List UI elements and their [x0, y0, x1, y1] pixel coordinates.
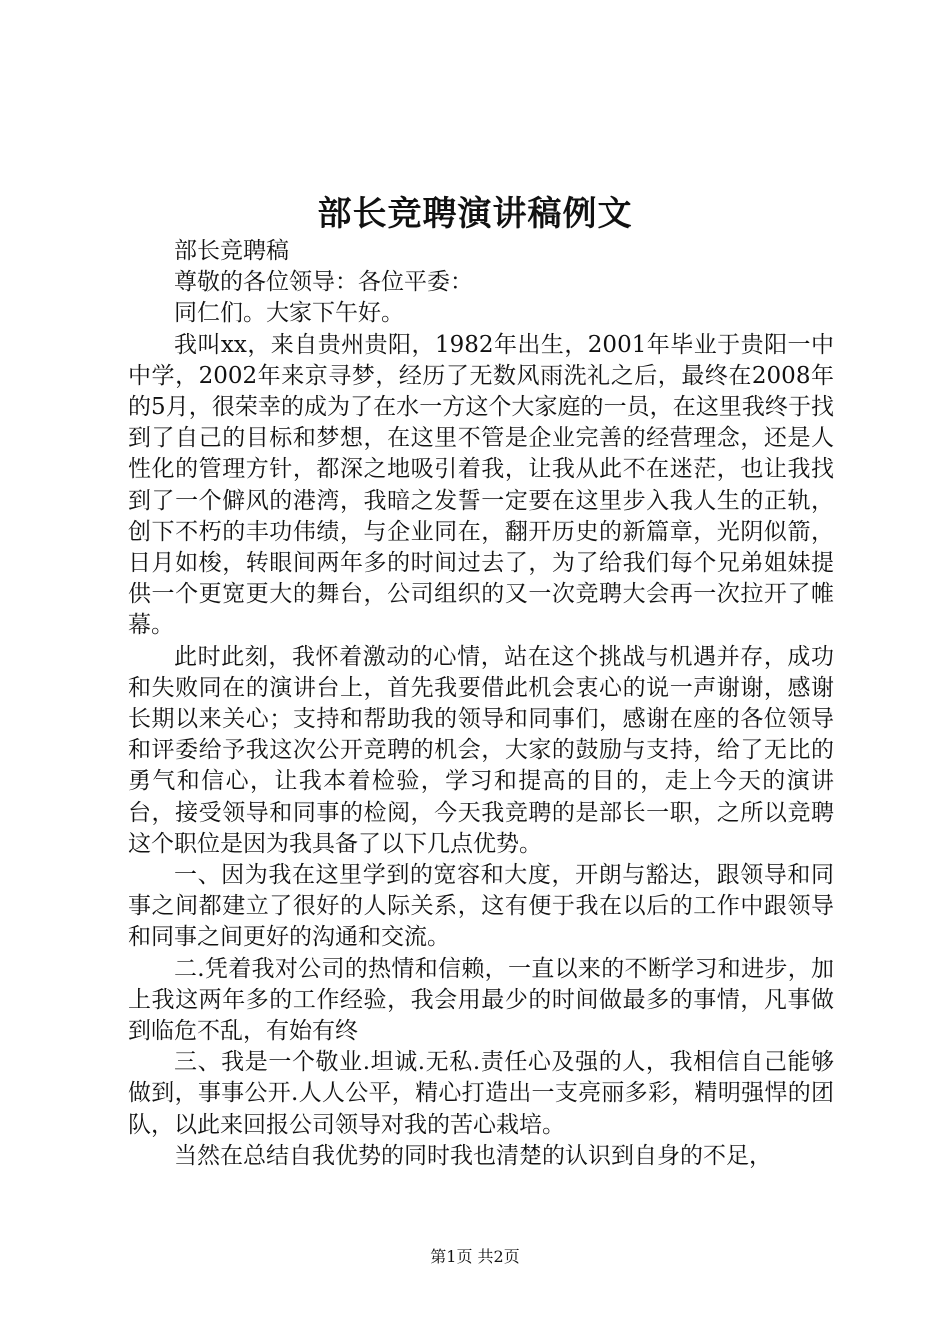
- paragraph-heading: 部长竞聘稿: [174, 238, 289, 264]
- paragraph-advantage-one: 一、因为我在这里学到的宽容和大度，开朗与豁达，跟领导和同事之间都建立了很好的人际关系，这有便于我在以后的工作中跟领导和同事之间更好的沟通和交流。: [128, 862, 834, 951]
- document-body: [128, 236, 834, 1172]
- paragraph-advantage-two: 二.凭着我对公司的热情和信赖，一直以来的不断学习和进步，加上我这两年多的工作经验，我会用最少的时间做最多的事情，凡事做到临危不乱，有始有终: [128, 955, 834, 1045]
- paragraph-salutation: 尊敬的各位领导：各位平委：: [174, 269, 473, 296]
- paragraph-greeting: 同仁们。大家下午好。: [174, 300, 404, 327]
- paragraph-advantage-three: 三、我是一个敬业.坦诚.无私.责任心及强的人，我相信自己能够做到，事事公开.人人公平，精心打造出一支亮丽多彩，精明强悍的团队，以此来回报公司领导对我的苦心栽培。: [128, 1049, 834, 1138]
- document-title: 部长竞聘演讲稿例文: [317, 194, 633, 234]
- paragraph-shortcomings: 当然在总结自我优势的同时我也清楚的认识到自身的不足，: [174, 1142, 772, 1169]
- paragraph-gratitude: 此时此刻，我怀着激动的心情，站在这个挑战与机遇并存，成功和失败同在的演讲台上，首先我要借此机会衷心的说一声谢谢，感谢长期以来关心；支持和帮助我的领导和同事们，感谢在座的各位领导和评委给予我这次公开竞聘的机会，大家的鼓励与支持，给了无比的勇气和信心，让我本着检验，学习和提高的目的，走上今天的演讲台，接受领导和同事的检阅，今天我竞聘的是部长一职，之所以竞聘这个职位是因为我具备了以下几点优势。: [128, 643, 834, 857]
- paragraph-introduction: 我叫xx，来自贵州贵阳，1982年出生，2001年毕业于贵阳一中中学，2002年来京寻梦，经历了无数风雨洗礼之后，最终在2008年的5月，很荣幸的成为了在水一方这个大家庭的一员，在这里我终于找到了自己的目标和梦想，在这里不管是企业完善的经营理念，还是人性化的管理方针，都深之地吸引着我，让我从此不在迷茫，也让我找到了一个僻风的港湾，我暗之发誓一定要在这里步入我人生的正轨，创下不朽的丰功伟绩，与企业同在，翻开历史的新篇章，光阴似箭，日月如梭，转眼间两年多的时间过去了，为了给我们每个兄弟姐妹提供一个更宽更大的舞台，公司组织的又一次竞聘大会再一次拉开了帷幕。: [128, 331, 834, 639]
- page-footer: 第1页 共2页: [430, 1247, 520, 1266]
